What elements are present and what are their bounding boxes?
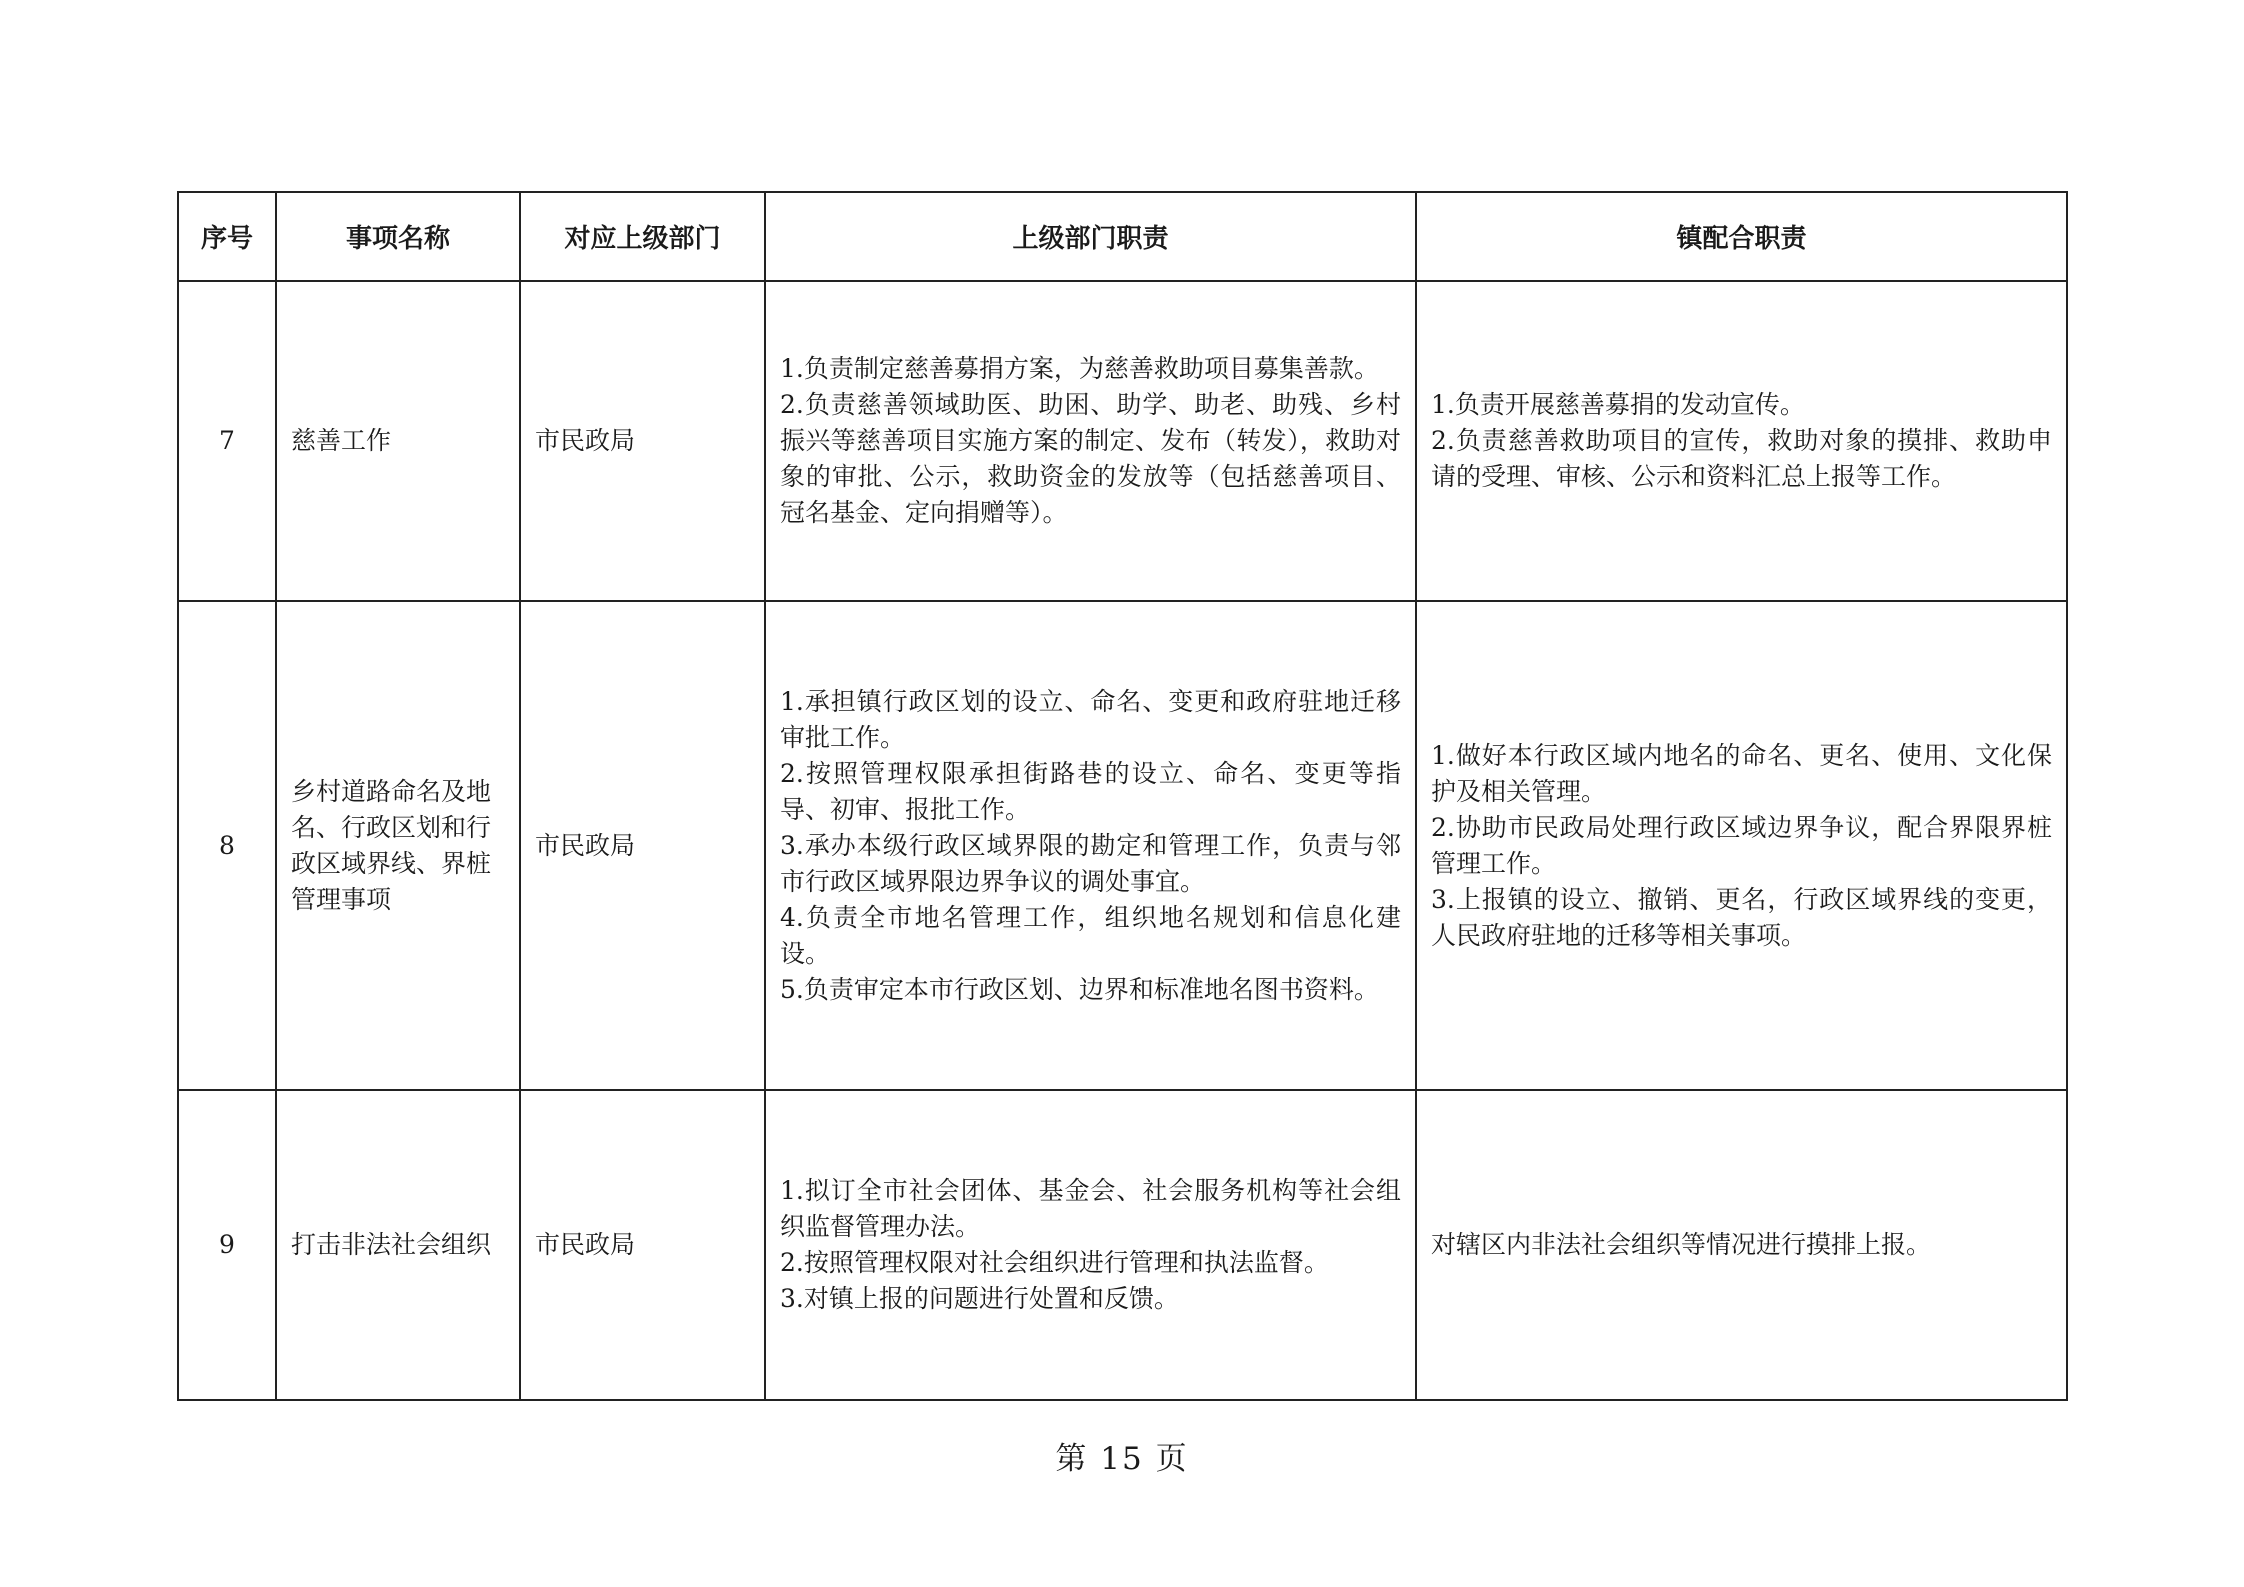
- row-town-duties: [1416, 1090, 2067, 1400]
- row-num: 7: [178, 281, 276, 601]
- table-row: [178, 601, 2067, 1090]
- duty-line: 2.负责慈善领域助医、助困、助学、助老、助残、乡村振兴等慈善项目实施方案的制定、发布（转发），救助对象的审批、公示，救助资金的发放等（包括慈善项目、冠名基金、定向捐赠等）。: [780, 390, 1401, 527]
- row-num: 9: [178, 1090, 276, 1400]
- duty-line: 2.按照管理权限承担街路巷的设立、命名、变更等指导、初审、报批工作。: [780, 758, 1401, 824]
- duty-line: 1.负责制定慈善募捐方案，为慈善救助项目募集善款。: [780, 354, 1379, 383]
- duty-line: 对辖区内非法社会组织等情况进行摸排上报。: [1431, 1230, 1932, 1259]
- table-row: [178, 1090, 2067, 1400]
- duty-line: 3.上报镇的设立、撤销、更名，行政区域界线的变更，人民政府驻地的迁移等相关事项。: [1431, 884, 2052, 950]
- duty-line: 3.承办本级行政区域界限的勘定和管理工作，负责与邻市行政区域界限边界争议的调处事宜。: [780, 830, 1401, 896]
- header-superior-duties: 上级部门职责: [765, 192, 1416, 281]
- header-num: 序号: [178, 192, 276, 281]
- row-superior-duties: [765, 601, 1416, 1090]
- row-superior-duties: [765, 281, 1416, 601]
- duty-line: 1.做好本行政区域内地名的命名、更名、使用、文化保护及相关管理。: [1431, 740, 2052, 806]
- duty-line: 2.协助市民政局处理行政区域边界争议，配合界限界桩管理工作。: [1431, 812, 2052, 878]
- row-num: 8: [178, 601, 276, 1090]
- header-superior-dept: 对应上级部门: [520, 192, 765, 281]
- row-item-name: 打击非法社会组织: [276, 1090, 520, 1400]
- header-town-duties: 镇配合职责: [1416, 192, 2067, 281]
- row-superior-dept: 市民政局: [520, 601, 765, 1090]
- row-superior-duties: [765, 1090, 1416, 1400]
- table-header-row: [178, 192, 2067, 281]
- duty-line: 1.拟订全市社会团体、基金会、社会服务机构等社会组织监督管理办法。: [780, 1176, 1401, 1241]
- duty-line: 2.负责慈善救助项目的宣传，救助对象的摸排、救助申请的受理、审核、公示和资料汇总上报等工作。: [1431, 426, 2052, 491]
- duty-line: 3.对镇上报的问题进行处置和反馈。: [780, 1284, 1179, 1313]
- page-number: 第 15 页: [1055, 1441, 1189, 1477]
- header-item-name: 事项名称: [276, 192, 520, 281]
- duties-table: [177, 191, 2068, 1401]
- row-superior-dept: 市民政局: [520, 1090, 765, 1400]
- row-town-duties: [1416, 281, 2067, 601]
- row-item-name: 慈善工作: [276, 281, 520, 601]
- duty-line: 2.按照管理权限对社会组织进行管理和执法监督。: [780, 1248, 1329, 1277]
- duty-line: 1.负责开展慈善募捐的发动宣传。: [1431, 390, 1805, 419]
- row-superior-dept: 市民政局: [520, 281, 765, 601]
- duty-line: 1.承担镇行政区划的设立、命名、变更和政府驻地迁移审批工作。: [780, 686, 1401, 752]
- row-item-name: 乡村道路命名及地名、行政区划和行政区域界线、界桩管理事项: [276, 601, 520, 1090]
- table-row: [178, 281, 2067, 601]
- duty-line: 5.负责审定本市行政区划、边界和标准地名图书资料。: [780, 974, 1379, 1004]
- duty-line: 4.负责全市地名管理工作，组织地名规划和信息化建设。: [780, 902, 1401, 968]
- row-town-duties: [1416, 601, 2067, 1090]
